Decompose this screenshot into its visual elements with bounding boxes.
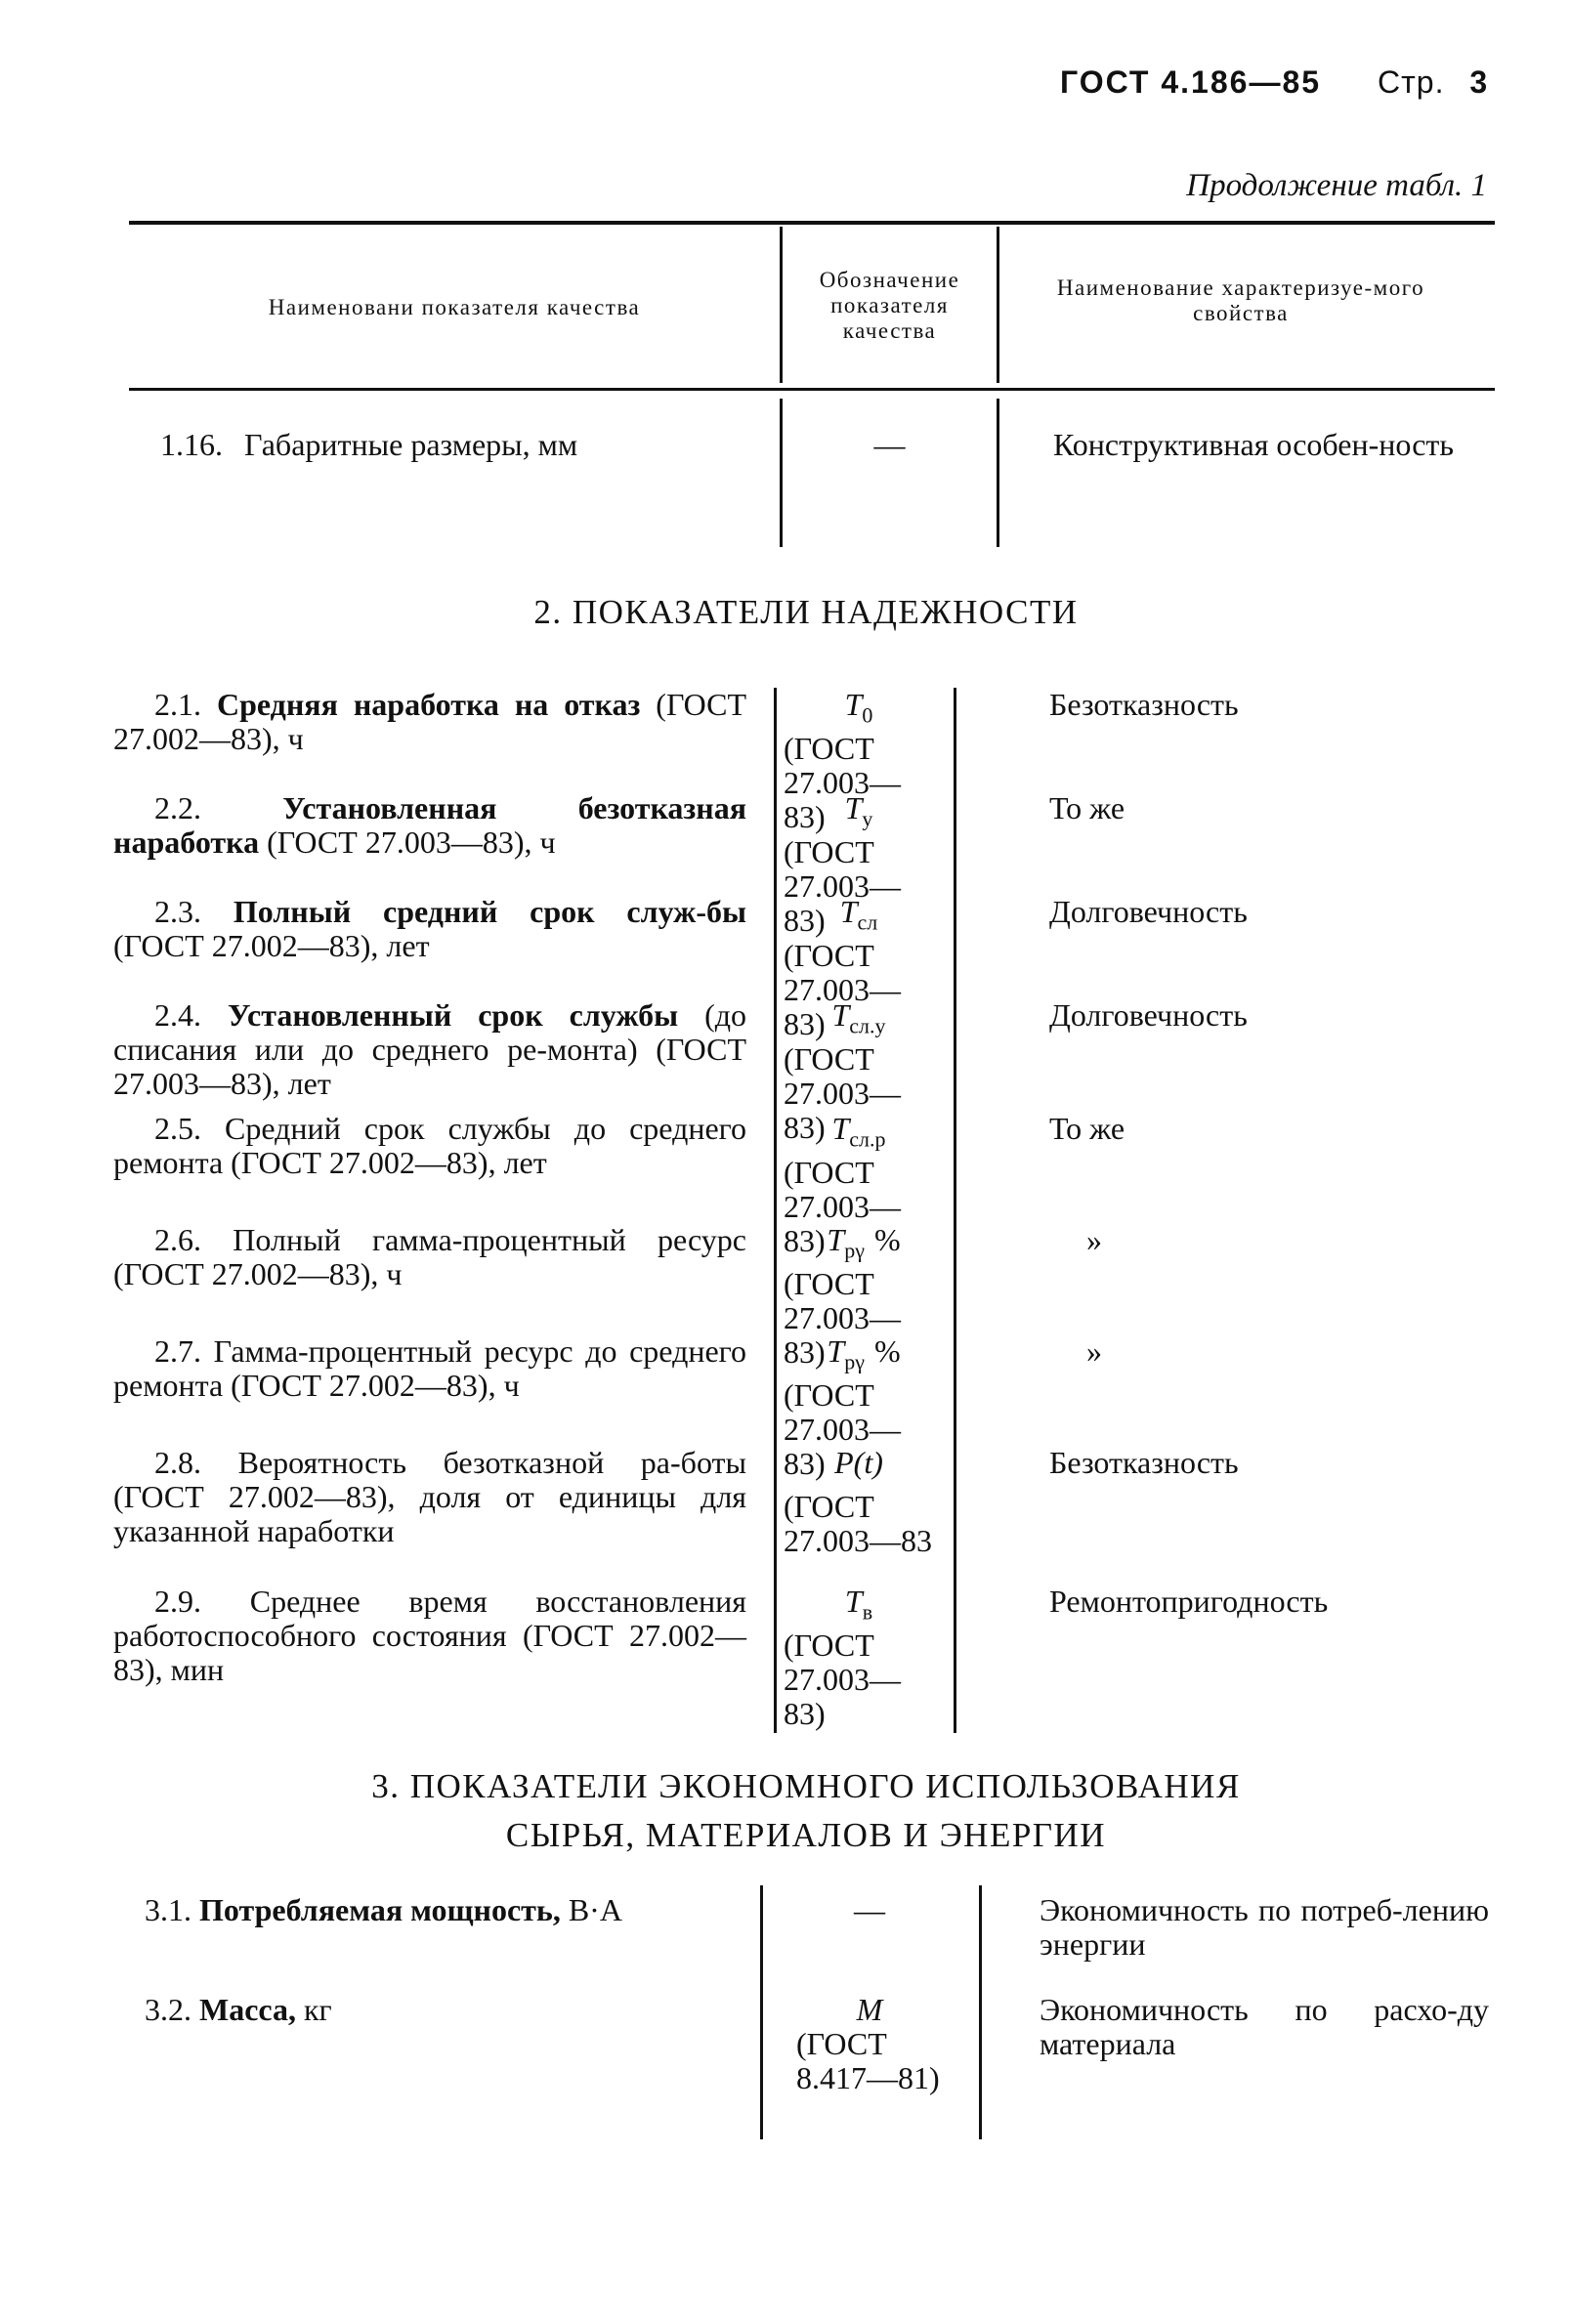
symbol: T (839, 894, 858, 929)
indicator-name-bold: Полный средний срок служ-бы (233, 894, 747, 929)
section-2-heading: 2. ПОКАЗАТЕЛИ НАДЕЖНОСТИ (533, 593, 1079, 631)
symbol-subscript: у (862, 806, 873, 831)
standard-reference: (ГОСТ 27.003—83) (784, 1266, 901, 1371)
indicator-name: Полный гамма-процентный ресурс (ГОСТ 27.002—83), ч (113, 1222, 747, 1291)
reliability-row-name (113, 1112, 746, 1180)
symbol-subscript: рγ (844, 1349, 865, 1374)
indicator-unit: В·А (568, 1892, 622, 1927)
indicator-name: Вероятность безотказной ра-боты (ГОСТ 27.002—83), доля от единицы для указанной наработки (113, 1445, 746, 1548)
column-divider (954, 688, 956, 1733)
reliability-row-name (113, 1334, 746, 1403)
column-divider (780, 227, 783, 383)
item-number: 2.7. (154, 1333, 201, 1369)
row-1-16-name (160, 428, 766, 462)
column-header-code: Обозначение показателя качества (819, 268, 960, 343)
indicator-name: (ГОСТ 27.003—83), ч (267, 824, 556, 860)
symbol: T (831, 997, 850, 1033)
document-id: ГОСТ 4.186—85 (1060, 64, 1322, 100)
symbol: T (844, 687, 863, 722)
table-top-rule (129, 221, 1495, 225)
symbol: T (827, 1333, 845, 1369)
column-divider (760, 1885, 763, 2139)
column-divider (997, 227, 999, 383)
symbol-subscript: в (862, 1599, 873, 1625)
standard-reference: (ГОСТ 27.003—83) (784, 938, 901, 1042)
resource-row-property: Экономичность по расхо-ду материала (1040, 1992, 1489, 2061)
column-divider (997, 399, 999, 547)
standard-reference: (ГОСТ 27.003—83) (784, 731, 901, 835)
table-continuation-caption: Продолжение табл. 1 (1186, 168, 1487, 203)
indicator-name-bold: Средняя наработка на отказ (216, 687, 641, 722)
section-3-heading-line-1: 3. ПОКАЗАТЕЛИ ЭКОНОМНОГО ИСПОЛЬЗОВАНИЯ (371, 1767, 1241, 1805)
resource-row-name (145, 1993, 750, 2027)
resource-row-name (145, 1893, 750, 1927)
symbol: T (844, 790, 863, 825)
column-divider (774, 688, 777, 1733)
item-number: 2.3. (154, 894, 201, 929)
reliability-row-name (113, 998, 746, 1101)
indicator-name: (ГОСТ 27.002—83), ч (113, 687, 747, 756)
standard-reference: (ГОСТ 27.003—83) (784, 1627, 901, 1732)
resource-row-code (766, 1893, 973, 1927)
reliability-row-name (113, 1585, 746, 1687)
reliability-row-property: » (1086, 1222, 1102, 1257)
reliability-row-property: Ремонтопригодность (1049, 1584, 1329, 1619)
reliability-row-property: » (1086, 1333, 1102, 1369)
reliability-row-name (113, 688, 746, 756)
item-number: 2.2. (154, 790, 201, 825)
item-number: 2.9. (154, 1584, 201, 1619)
item-number: 2.8. (154, 1445, 201, 1480)
item-number: 1.16. (160, 427, 223, 462)
symbol-suffix: % (873, 1333, 901, 1369)
symbol: P(t) (834, 1445, 883, 1480)
reliability-row-name (113, 1223, 746, 1291)
reliability-row-property: То же (1049, 790, 1125, 825)
indicator-unit: кг (304, 1992, 332, 2027)
symbol: T (827, 1222, 845, 1257)
indicator-name: Средний срок службы до среднего ремонта (ГОСТ 27.002—83), лет (113, 1111, 747, 1180)
resource-row-code (766, 1993, 973, 2095)
symbol-subscript: сл.у (849, 1013, 886, 1038)
symbol-subscript: сл (857, 909, 878, 935)
table-header-rule (129, 388, 1495, 391)
column-divider (780, 399, 783, 547)
indicator-name-bold: Установленный срок службы (227, 997, 679, 1033)
standard-reference: (ГОСТ 27.003—83) (784, 834, 901, 939)
reliability-row-name (113, 791, 746, 860)
indicator-name: Гамма-процентный ресурс до среднего ремонта (ГОСТ 27.002—83), ч (113, 1333, 747, 1403)
symbol-subscript: 0 (862, 702, 873, 728)
symbol: T (844, 1584, 863, 1619)
indicator-name: (ГОСТ 27.002—83), лет (113, 928, 430, 963)
resource-row-property: Экономичность по потреб-лению энергии (1040, 1892, 1489, 1962)
reliability-row-name (113, 895, 746, 963)
reliability-row-property: Безотказность (1049, 1445, 1239, 1480)
column-divider (979, 1885, 982, 2139)
reliability-row-property: Долговечность (1049, 997, 1248, 1033)
section-3-heading-line-2: СЫРЬЯ, МАТЕРИАЛОВ И ЭНЕРГИИ (505, 1816, 1107, 1854)
standard-reference: (ГОСТ 27.003—83) (784, 1155, 901, 1259)
reliability-row-property: Безотказность (1049, 687, 1239, 722)
symbol: T (831, 1111, 850, 1146)
standard-reference: (ГОСТ 8.417—81) (796, 2026, 940, 2095)
column-header-property: Наименование характеризуе-мого свойства (1056, 275, 1425, 325)
symbol-suffix: % (873, 1222, 901, 1257)
reliability-row-property: Долговечность (1049, 894, 1248, 929)
indicator-name: Среднее время восстановления работоспособного состояния (ГОСТ 27.002—83), мин (113, 1584, 746, 1687)
reliability-row-property: То же (1049, 1111, 1125, 1146)
column-header-name: Наименовани показателя качества (268, 295, 641, 319)
indicator-name: Габаритные размеры, мм (244, 427, 578, 462)
reliability-row-name (113, 1446, 746, 1548)
item-number: 2.4. (154, 997, 201, 1033)
reliability-row-code (780, 1446, 948, 1558)
symbol: M (856, 1992, 883, 2027)
row-1-16-property: Конструктивная особен-ность (1053, 427, 1454, 462)
symbol-subscript: сл.р (849, 1126, 886, 1152)
item-number: 2.5. (154, 1111, 201, 1146)
indicator-name-bold: Масса, (199, 1992, 296, 2027)
standard-reference: (ГОСТ 27.003—83) (784, 1377, 901, 1482)
item-number: 2.1. (154, 687, 201, 722)
symbol-subscript: рγ (844, 1238, 865, 1263)
standard-reference: (ГОСТ 27.003—83) (784, 1041, 901, 1146)
page-number-value: 3 (1469, 64, 1489, 100)
standard-reference: (ГОСТ 27.003—83 (784, 1489, 932, 1559)
row-1-16-code: — (873, 427, 906, 462)
symbol: — (854, 1892, 885, 1927)
indicator-name: (до списания или до среднего ре-монта) (ГОСТ 27.003—83), лет (113, 997, 747, 1101)
item-number: 3.2. (145, 1992, 191, 2027)
item-number: 3.1. (145, 1892, 191, 1927)
page-label: Стр. (1378, 64, 1445, 100)
reliability-row-code (780, 1585, 948, 1731)
page-number (1378, 64, 1488, 101)
item-number: 2.6. (154, 1222, 201, 1257)
indicator-name-bold: Установленная безотказная наработка (113, 790, 746, 860)
indicator-name-bold: Потребляемая мощность, (199, 1892, 561, 1927)
